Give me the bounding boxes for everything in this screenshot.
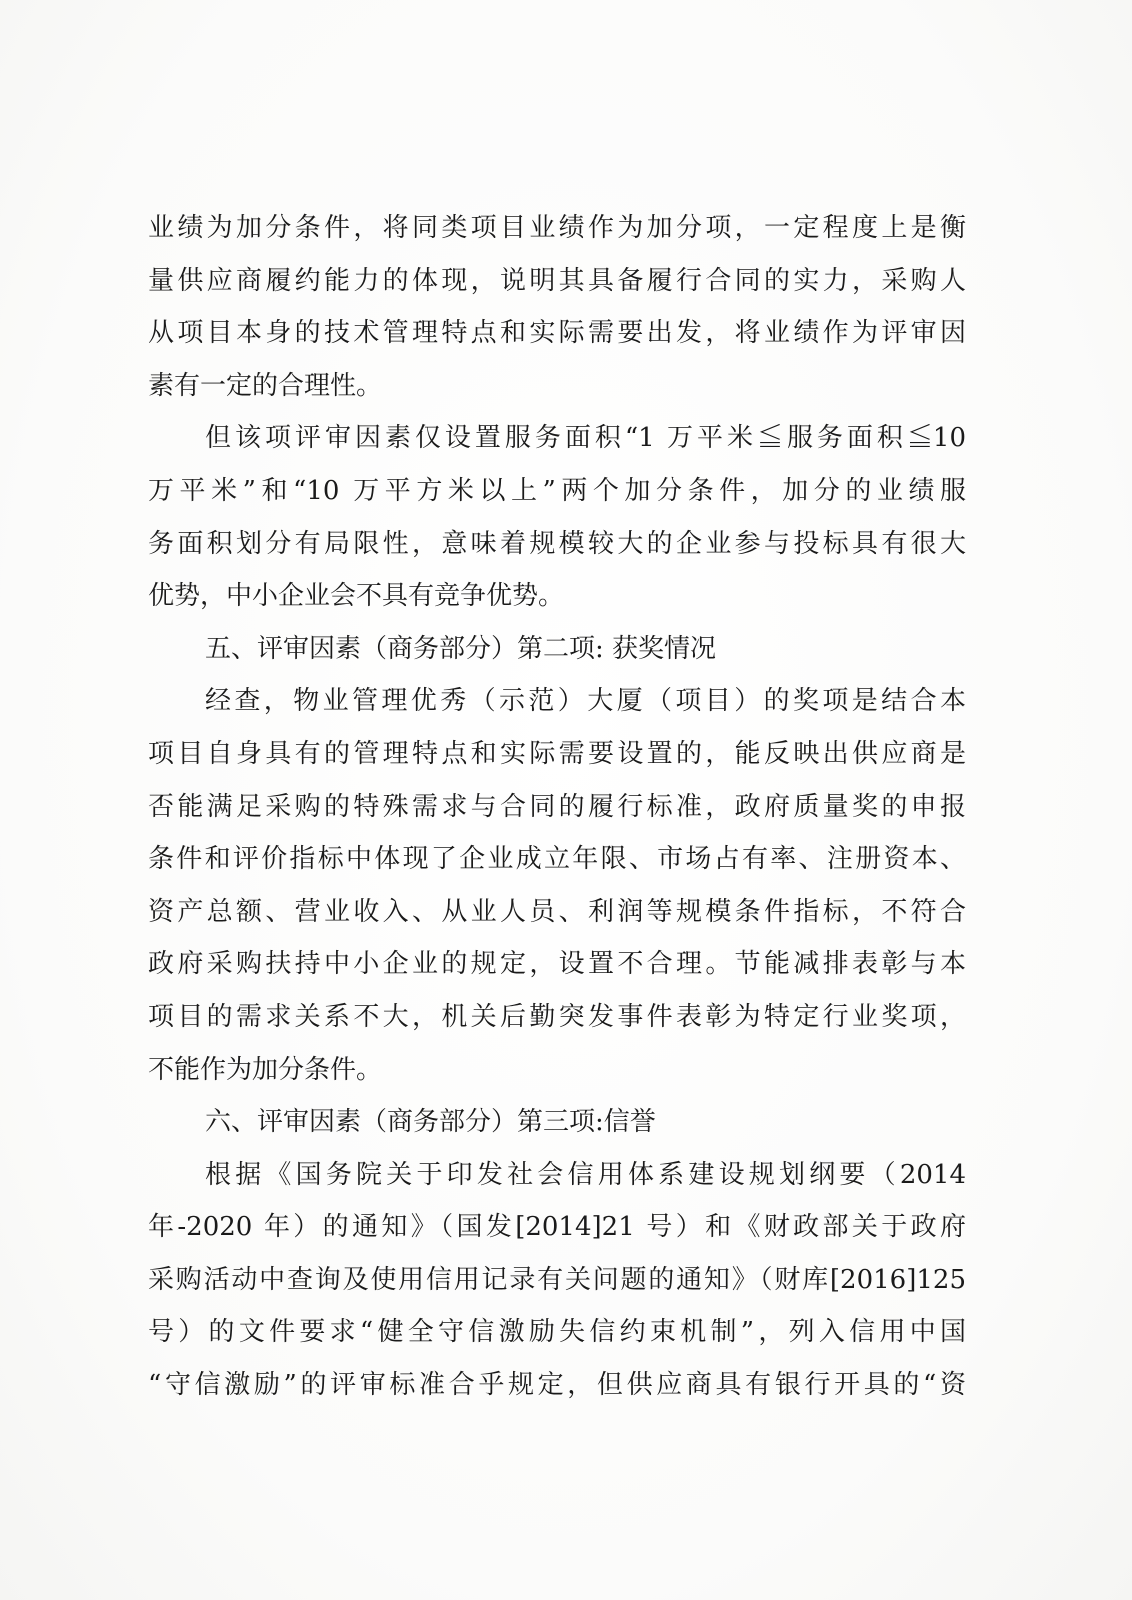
paragraph xyxy=(148,412,966,622)
text-line: 万平米”和“10 万平方米以上”两个加分条件，加分的业绩服 xyxy=(148,475,966,506)
text-line: 否能满足采购的特殊需求与合同的履行标准，政府质量奖的申报 xyxy=(148,791,966,822)
text-line: 号）的文件要求“健全守信激励失信约束机制”，列入信用中国 xyxy=(148,1317,966,1348)
text-line: 素有一定的合理性。 xyxy=(148,370,383,401)
text-line: 条件和评价指标中体现了企业成立年限、市场占有率、注册资本、 xyxy=(148,844,966,875)
paragraph xyxy=(148,675,966,1096)
text-line: 政府采购扶持中小企业的规定，设置不合理。节能减排表彰与本 xyxy=(148,949,966,980)
heading-text: 六、评审因素（商务部分）第三项:信誉 xyxy=(205,1107,656,1138)
text-line: 项目的需求关系不大，机关后勤突发事件表彰为特定行业奖项， xyxy=(148,1001,966,1032)
paragraph xyxy=(148,1149,966,1412)
text-line: 但该项评审因素仅设置服务面积“1 万平米≦服务面积≦10 xyxy=(205,423,966,454)
section-heading xyxy=(148,623,966,676)
section-heading xyxy=(148,1096,966,1149)
text-line: “守信激励”的评审标准合乎规定，但供应商具有银行开具的“资 xyxy=(148,1370,966,1401)
text-line: 项目自身具有的管理特点和实际需要设置的，能反映出供应商是 xyxy=(148,738,966,769)
document-body xyxy=(148,202,966,1412)
paragraph xyxy=(148,202,966,412)
text-line: 不能作为加分条件。 xyxy=(148,1054,383,1085)
heading-text: 五、评审因素（商务部分）第二项: 获奖情况 xyxy=(205,633,717,664)
text-line: 业绩为加分条件，将同类项目业绩作为加分项，一定程度上是衡 xyxy=(148,213,966,243)
text-line: 务面积划分有局限性，意味着规模较大的企业参与投标具有很大 xyxy=(148,528,966,559)
text-line: 量供应商履约能力的体现，说明其具备履行合同的实力，采购人 xyxy=(148,265,966,296)
text-line: 从项目本身的技术管理特点和实际需要出发，将业绩作为评审因 xyxy=(148,318,966,349)
text-line: 经查，物业管理优秀（示范）大厦（项目）的奖项是结合本 xyxy=(205,686,966,717)
text-line: 采购活动中查询及使用信用记录有关问题的通知》（财库[2016]125 xyxy=(148,1264,966,1295)
text-line: 优势，中小企业会不具有竞争优势。 xyxy=(148,581,565,612)
text-line: 根据《国务院关于印发社会信用体系建设规划纲要（2014 xyxy=(205,1159,966,1190)
text-line: 年-2020 年）的通知》（国发[2014]21 号）和《财政部关于政府 xyxy=(148,1212,966,1243)
text-line: 资产总额、营业收入、从业人员、利润等规模条件指标，不符合 xyxy=(148,896,966,927)
